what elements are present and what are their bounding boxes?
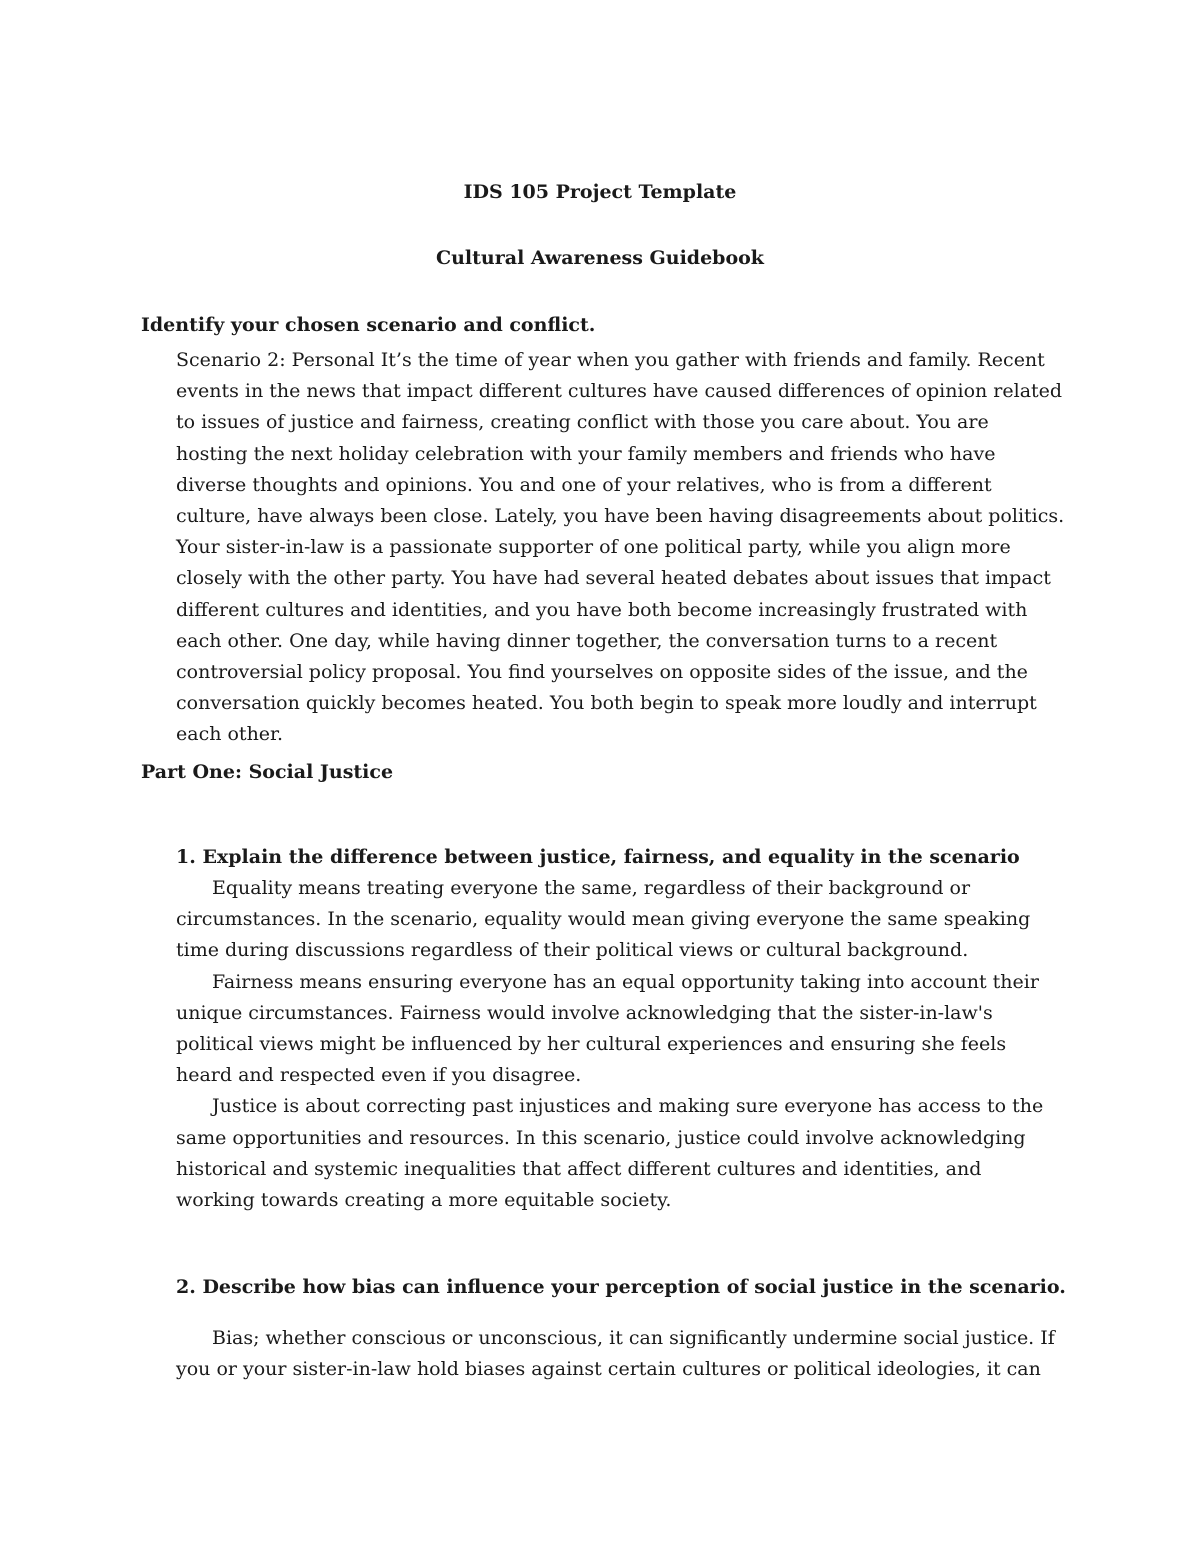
section-heading-part-one: Part One: Social Justice bbox=[141, 761, 394, 783]
question-1-heading: 1. Explain the difference between justice, fairness, and equality in the scenario bbox=[176, 846, 1020, 868]
question-2-heading: 2. Describe how bias can influence your perception of social justice in the scenario. bbox=[176, 1276, 1066, 1298]
bias-paragraph: Bias; whether conscious or unconscious, it can significantly undermine social justice. If you or your sister-in-law hold biases against certain cultures or political ideologies, it can bbox=[176, 1327, 1055, 1381]
question-1-answer bbox=[0, 873, 1200, 1216]
document-subtitle: Cultural Awareness Guidebook bbox=[436, 247, 764, 269]
document-title: IDS 105 Project Template bbox=[463, 181, 737, 203]
fairness-paragraph: Fairness means ensuring everyone has an equal opportunity taking into account their unique circumstances. Fairness would involve acknowledging that the sister-in-law's political views might be influenced by her cultural experiences and ensuring she feels heard and respected even if you disagree. bbox=[176, 970, 1039, 1087]
equality-paragraph: Equality means treating everyone the same, regardless of their background or circumstances. In the scenario, equality would mean giving everyone the same speaking time during discussions regardless of their political views or cultural background. bbox=[176, 877, 1031, 962]
section-heading-identify: Identify your chosen scenario and conflict. bbox=[141, 314, 596, 336]
scenario-paragraph: Scenario 2: Personal It’s the time of year when you gather with friends and family. Recent events in the news that impact different cultures have caused differences of opinion related to issues of justice and fairness, creating conflict with those you care about. You are hosting the next holiday celebration with your family members and friends who have diverse thoughts and opinions. You and one of your relatives, who is from a different culture, have always been close. Lately, you have been having disagreements about politics. Your sister-in-law is a passionate supporter of one political party, while you align more closely with the other party. You have had several heated debates about issues that impact different cultures and identities, and you have both become increasingly frustrated with each other. One day, while having dinner together, the conversation turns to a recent controversial policy proposal. You find yourselves on opposite sides of the issue, and the conversation quickly becomes heated. You both begin to speak more loudly and interrupt each other. bbox=[176, 349, 1065, 746]
justice-paragraph: Justice is about correcting past injustices and making sure everyone has access to the same opportunities and resources. In this scenario, justice could involve acknowledging historical and systemic inequalities that affect different cultures and identities, and working towards creating a more equitable society. bbox=[176, 1095, 1044, 1212]
